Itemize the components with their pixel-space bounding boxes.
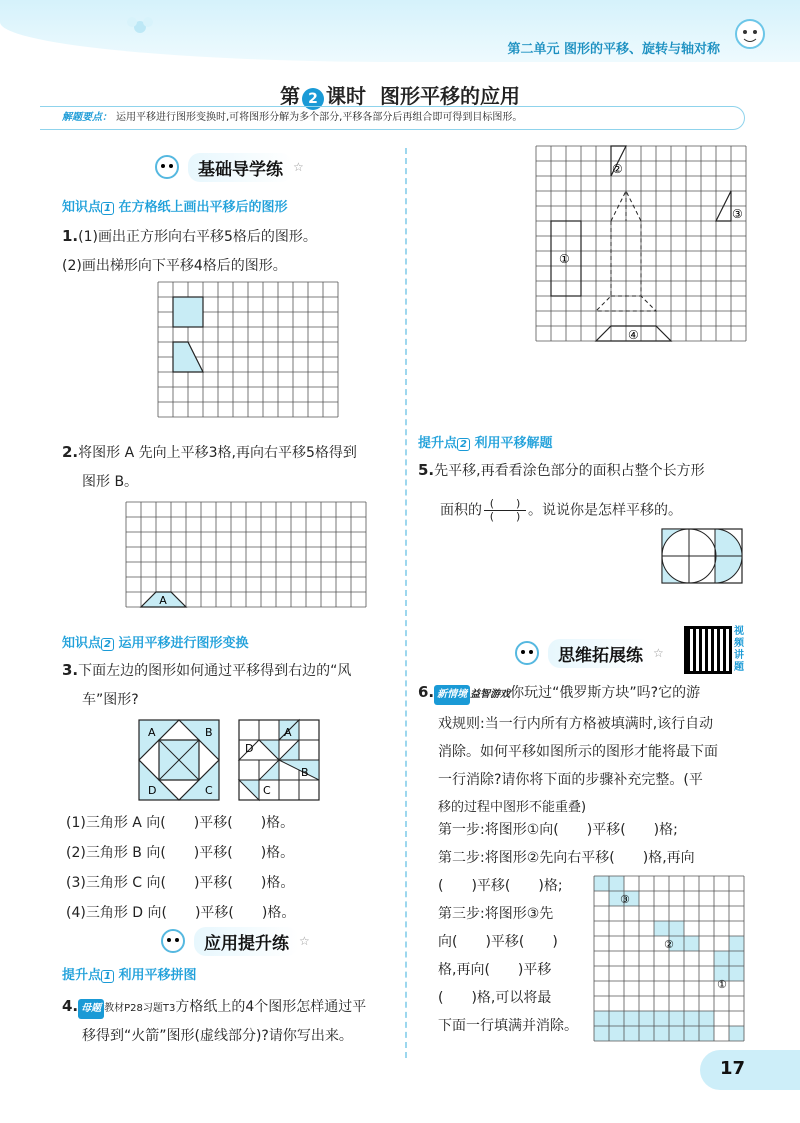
tetris-cell [669,1026,684,1041]
q1-grid [156,280,342,422]
section-basic: 基础导学练 ☆ [152,150,304,184]
fraction-answer[interactable]: ( ) ( ) [484,498,526,523]
mascot-icon [152,152,182,182]
tetris-cell [594,876,609,891]
tetris-cell [699,1011,714,1026]
unit-title: 第二单元 图形的平移、旋转与轴对称 [507,42,720,57]
question-6: 6. 新情境 益智游戏你玩过“俄罗斯方块”吗?它的游 [418,682,700,705]
step-2[interactable]: 第二步:将图形②先向右平移( )格,再向 [438,850,695,866]
tetris-cell [654,1011,669,1026]
q3-answers [66,808,295,928]
tetris-cell [729,951,744,966]
question-4: 4. 母题 教材P28习题T3方格纸上的4个图形怎样通过平 [62,996,366,1019]
knowledge-point-1: 知识点 1 在方格纸上画出平移后的图形 [62,200,288,215]
q3-answer-2[interactable]: (2)三角形 B 向( )平移( )格。 [66,845,295,861]
tetris-cell [609,1011,624,1026]
tetris-cell [654,1026,669,1041]
tetris-cell [639,1026,654,1041]
shape-3-label: ③ [732,207,743,221]
question-2-line2: 图形 B。 [82,474,139,490]
section-apply: 应用提升练 ☆ [158,924,310,958]
mascot-icon [512,638,542,668]
shape-a-label: A [159,594,167,607]
step-3[interactable]: 第三步:将图形③先 [438,906,554,922]
step-2b[interactable]: ( )平移( )格; [438,878,563,894]
tetris-cell [669,921,684,936]
section-think: 思维拓展练 ☆ [512,636,664,670]
q6-tetris-grid [592,874,748,1044]
shape-1-label: ① [559,252,570,266]
q3-answer-4[interactable]: (4)三角形 D 向( )平移( )格。 [66,905,296,921]
question-4-line2: 移得到“火箭”图形(虚线部分)?请你写出来。 [82,1028,353,1044]
column-divider [405,148,407,1058]
qr-label: 视频讲题 [734,626,744,673]
knowledge-point-2: 知识点 2 运用平移进行图形变换 [62,636,249,651]
mascot-icon [728,12,772,56]
q5-figure [661,528,745,586]
tetris-cell [729,966,744,981]
tetris-cell [729,936,744,951]
q3-left-label-c: C [205,784,213,797]
tetris-cell [684,1026,699,1041]
tetris-cell [624,1026,639,1041]
q3-left-figure [137,718,221,802]
step-1[interactable]: 第一步:将图形①向( )平移( )格; [438,822,678,838]
shape-4-label: ④ [628,328,639,342]
step-3c[interactable]: 格,再向( )平移 [438,962,552,978]
tetris-cell [594,1011,609,1026]
page-number: 17 [720,1058,746,1079]
question-5-line2: 面积的 ( ) ( ) 。说说你是怎样平移的。 [440,497,682,523]
tetris-cell [654,921,669,936]
tetris-label-2: ② [664,938,674,951]
question-5: 5.先平移,再看看涂色部分的面积占整个长方形 [418,461,705,479]
q3-right-label-b: B [301,766,309,779]
question-6-text: 戏规则:当一行内所有方格被填满时,该行自动 消除。如何平移如图所示的图形才能将最下面 一行消除?请你将下面的步骤补充完整。(平 移的过程中图形不能重叠) [438,716,718,815]
tetris-label-1: ① [717,978,727,991]
tetris-cell [669,1011,684,1026]
q3-left-label-d: D [148,784,157,797]
q3-right-label-c: C [263,784,271,797]
q3-answer-1[interactable]: (1)三角形 A 向( )平移( )格。 [66,815,295,831]
q3-left-label-b: B [205,726,213,739]
page-tab [700,1050,800,1090]
shape-2-label: ② [612,162,623,176]
tetris-cell [594,1026,609,1041]
q3-answer-3[interactable]: (3)三角形 C 向( )平移( )格。 [66,875,295,891]
tetris-cell [624,1011,639,1026]
tetris-label-3: ③ [620,893,630,906]
step-3b[interactable]: 向( )平移( ) [438,934,558,950]
q2-grid [124,500,370,612]
q3-right-label-d: D [245,742,254,755]
square-shape [173,297,203,327]
tetris-cell [609,1026,624,1041]
lesson-title: 第 2 课时 图形平移的应用 [280,84,520,108]
flower-icon [120,10,160,44]
question-2: 2.将图形 A 先向上平移3格,再向右平移5格得到 [62,443,357,461]
tetris-cell [639,1011,654,1026]
tetris-cell [609,876,624,891]
tetris-cell [684,1011,699,1026]
question-1: 1.(1)画出正方形向右平移5格后的图形。 [62,227,317,245]
tetris-cell [729,1026,744,1041]
mascot-icon [158,926,188,956]
qr-code[interactable] [684,626,732,674]
q3-left-label-a: A [148,726,156,739]
question-1-line2: (2)画出梯形向下平移4格后的图形。 [62,258,287,274]
tip-point-2: 提升点 2 利用平移解题 [418,436,553,451]
q3-right-figure [237,718,321,802]
tetris-cell [684,936,699,951]
step-3e[interactable]: 下面一行填满并消除。 [438,1018,578,1034]
question-3: 3.下面左边的图形如何通过平移得到右边的“风 [62,661,352,679]
tip-point-1: 提升点 1 利用平移拼图 [62,968,197,983]
tetris-cell [699,1026,714,1041]
tetris-cell [714,951,729,966]
question-3-line2: 车”图形? [82,692,139,708]
q4-rocket-grid [535,145,749,345]
tip-bar: 解题要点： 运用平移进行图形变换时,可将图形分解为多个部分,平移各部分后再组合即可得到目标图形。 [40,106,745,130]
step-3d[interactable]: ( )格,可以将最 [438,990,552,1006]
q3-right-label-a: A [284,726,292,739]
